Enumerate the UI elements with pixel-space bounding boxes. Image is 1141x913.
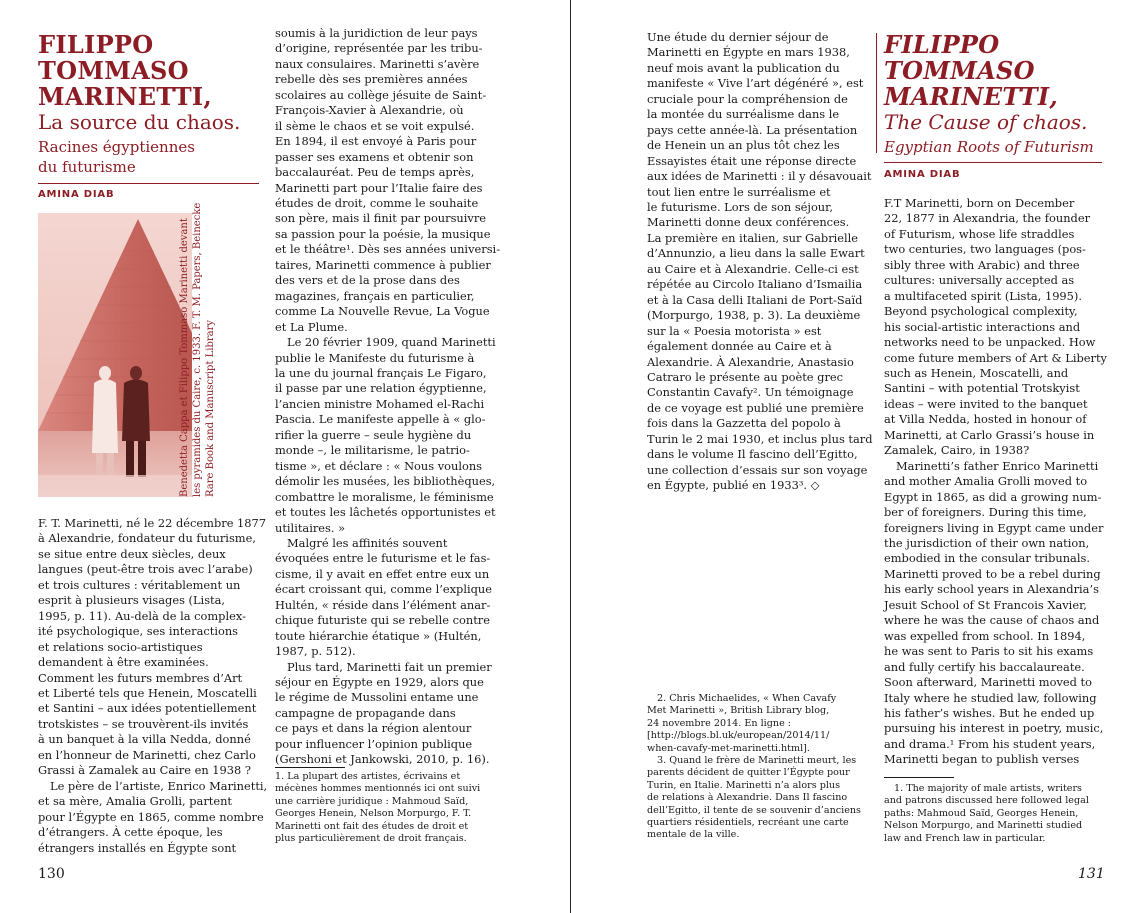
text-line: comme La Nouvelle Revue, La Vogue (275, 304, 490, 319)
title-line: MARINETTI, (884, 82, 1059, 111)
text-line: rebelle dès ses premières années (275, 72, 468, 87)
text-line: aux idées de Marinetti : il y désavouait (647, 169, 872, 184)
right-footnote-rule (884, 777, 954, 778)
text-line: he was sent to Paris to sit his exams (884, 644, 1094, 659)
text-line: chique futuriste qui se rebelle contre (275, 613, 490, 628)
footnote-line: 1. La plupart des artistes, écrivains et (275, 771, 461, 782)
text-line: Zamalek, Cairo, in 1938? (884, 443, 1030, 458)
right-title-rule (884, 162, 1102, 163)
footnote-line: law and French law in particular. (884, 832, 1046, 844)
text-line: évoquées entre le futurisme et le fas- (275, 551, 491, 566)
caption-line: Rare Book and Manuscript Library (205, 319, 216, 497)
text-line: et La Plume. (275, 319, 348, 334)
text-line: pour influencer l’opinion publique (275, 736, 473, 751)
text-line: langues (peut-être trois avec l’arabe) (38, 562, 253, 577)
caption-line: les pyramides du Caire, c. 1933. F. T. M. Papers, Beinecke (192, 202, 203, 497)
text-line: cruciale pour la compréhension de (647, 91, 848, 106)
text-line: trotskistes – se trouvèrent-ils invités (38, 716, 249, 731)
right-title (884, 32, 1058, 110)
pyramid-photo (38, 213, 192, 497)
text-line: se situe entre deux siècles, deux (38, 546, 226, 561)
text-line: Turin le 2 mai 1930, et inclus plus tard (647, 431, 873, 446)
text-line: au Caire et à Alexandrie. Celle-ci est (647, 261, 859, 276)
text-line: such as Henein, Moscatelli, and (884, 365, 1069, 380)
text-line: En 1894, il est envoyé à Paris pour (275, 134, 477, 149)
text-line: également donnée au Caire et à (647, 339, 832, 354)
text-line: where he was the cause of chaos and (884, 613, 1100, 628)
footnote-line: de relations à Alexandrie. Dans Il fascino (647, 792, 848, 804)
title-line: FILIPPO (38, 30, 154, 59)
text-line: Plus tard, Marinetti fait un premier (287, 659, 492, 674)
text-line: cultures: universally accepted as (884, 273, 1075, 288)
title-line: FILIPPO (884, 30, 1000, 59)
footnote-line: [http://blogs.bl.uk/european/2014/11/ (647, 730, 830, 742)
footnote-line: quartiers résidentiels, recréant une carte (647, 817, 849, 829)
footnote-line: mécènes hommes mentionnés ici ont suivi (275, 783, 481, 795)
text-line: combattre le moralisme, le féminisme (275, 489, 494, 504)
text-line: Marinetti donne deux conférences. (647, 215, 850, 230)
text-line: Marinetti en Égypte en mars 1938, (647, 45, 850, 60)
text-line: toute hiérarchie étatique » (Hultén, (275, 628, 482, 643)
footnote-line: 1. The majority of male artists, writers (894, 783, 1082, 794)
text-line: Grassi à Zamalek au Caire en 1938 ? (38, 763, 252, 778)
book-spine (570, 0, 571, 913)
text-line: la montée du surréalisme dans le (647, 107, 840, 122)
text-line: tout lien entre le surréalisme et (647, 184, 831, 199)
text-line: Marinetti began to publish verses (884, 752, 1080, 767)
text-line: Malgré les affinités souvent (287, 535, 448, 550)
text-line: et trois cultures : véritablement un (38, 577, 241, 592)
text-line: ité psychologique, ses interactions (38, 624, 238, 639)
text-line: sibly three with Arabic) and three (884, 257, 1080, 272)
text-line: demandent à être examinées. (38, 655, 209, 670)
text-line: and fully certify his baccalaureate. (884, 659, 1085, 674)
subtitle2-line: du futurisme (38, 158, 136, 176)
text-line: étrangers installés en Égypte sont (38, 840, 237, 855)
text-line: à Alexandrie, fondateur du futurisme, (38, 531, 256, 546)
text-line: was expelled from school. In 1894, (884, 628, 1086, 643)
text-line: F. T. Marinetti, né le 22 décembre 1877 (38, 516, 267, 530)
text-line: le futurisme. Lors de son séjour, (647, 199, 833, 214)
text-line: his father’s wishes. But he ended up (884, 705, 1095, 720)
text-line: ideas – were invited to the banquet (884, 396, 1088, 411)
right-page-number: 131 (1078, 866, 1105, 882)
text-line: ce pays et dans la région alentour (275, 721, 472, 736)
text-line: 1995, p. 11). Au-delà de la complex- (38, 608, 246, 623)
text-line: des vers et de la prose dans des (275, 273, 460, 288)
footnote-line: mentale de la ville. (647, 829, 740, 841)
text-line: études de droit, comme le souhaite (275, 195, 479, 210)
footnote-line: paths: Mahmoud Saïd, Georges Henein, (884, 807, 1079, 819)
footnote-line: plus particulièrement de droit français. (275, 833, 467, 845)
text-line: Une étude du dernier séjour de (647, 30, 829, 44)
text-line: fois dans la Gazzetta del popolo à (647, 416, 841, 431)
text-line: pays cette année-là. La présentation (647, 122, 858, 137)
text-line: Le père de l’artiste, Enrico Marinetti, (50, 778, 268, 793)
caption-line: Benedetta Cappa et Filippo Tommaso Marinetti devant (179, 218, 190, 497)
text-line: sur la « Poesia motorista » est (647, 323, 822, 338)
text-line: et relations socio-artistiques (38, 639, 203, 654)
text-line: François-Xavier à Alexandrie, où (275, 103, 464, 118)
text-line: écart croissant qui, comme l’explique (275, 582, 492, 597)
left-title (38, 32, 212, 110)
text-line: publie le Manifeste du futurisme à (275, 350, 475, 365)
footnote-line: 3. Quand le frère de Marinetti meurt, les (657, 755, 857, 767)
text-line: à un banquet à la villa Nedda, donné (38, 732, 251, 747)
text-line: son père, mais il finit par poursuivre (275, 211, 487, 226)
text-line: il passe par une relation égyptienne, (275, 381, 487, 396)
left-column-2 (275, 26, 500, 768)
footnote-line: 24 novembre 2014. En ligne : (647, 717, 792, 729)
text-line: en l’honneur de Marinetti, chez Carlo (38, 747, 256, 762)
footnote-line: when-cavafy-met-marinetti.html]. (647, 742, 810, 754)
text-line: his social-artistic interactions and (884, 319, 1081, 334)
text-line: cisme, il y avait en effet entre eux un (275, 566, 490, 581)
text-line: dans le volume Il fascino dell’Egitto, (647, 447, 858, 462)
text-line: l’ancien ministre Mohamed el-Rachi (275, 396, 485, 411)
text-line: Beyond psychological complexity, (884, 304, 1078, 319)
right-subtitle: The Cause of chaos. (884, 110, 1088, 134)
text-line: two centuries, two languages (pos- (884, 242, 1086, 257)
footnote-line: 2. Chris Michaelides, « When Cavafy (657, 693, 837, 704)
text-line: Egypt in 1865, as did a growing num- (884, 489, 1102, 504)
text-line: Hultén, « réside dans l’élément anar- (275, 597, 491, 612)
text-line: (Gershoni et Jankowski, 2010, p. 16). (275, 752, 490, 767)
text-line: neuf mois avant la publication du (647, 60, 840, 75)
left-footnote-rule (275, 767, 345, 768)
footnote-line: and patrons discussed here followed legal (884, 795, 1089, 807)
text-line: utilitaires. » (275, 520, 346, 535)
text-line: tisme », et déclare : « Nous voulons (275, 458, 483, 473)
text-line: campagne de propagande dans (275, 705, 456, 720)
footnote-line: parents décident de quitter l’Égypte pour (647, 767, 850, 779)
text-line: ber of foreigners. During this time, (884, 505, 1087, 520)
text-line: il sème le chaos et se voit expulsé. (275, 118, 475, 133)
text-line: monde –, le militarisme, le patrio- (275, 443, 470, 458)
text-line: of Futurism, whose life straddles (884, 226, 1075, 241)
text-line: Comment les futurs membres d’Art (38, 670, 243, 685)
footnote-line: Nelson Morpurgo, and Marinetti studied (884, 820, 1083, 832)
text-line: La première en italien, sur Gabrielle (647, 230, 859, 245)
text-line: d’étrangers. À cette époque, les (38, 825, 223, 840)
photo-caption (178, 202, 217, 497)
text-line: Marinetti proved to be a rebel during (884, 566, 1101, 581)
right-column-1 (647, 30, 873, 494)
pyramid-image (38, 213, 192, 497)
text-line: et toutes les lâchetés opportunistes et (275, 505, 496, 520)
text-line: Marinetti part pour l’Italie faire des (275, 180, 483, 195)
text-line: Soon afterward, Marinetti moved to (884, 675, 1092, 690)
text-line: come future members of Art & Liberty (884, 350, 1107, 365)
left-footnotes (275, 771, 480, 845)
text-line: foreigners living in Egypt came under (884, 520, 1104, 535)
left-column-1 (38, 516, 267, 856)
text-line: Constantin Cavafy². Un témoignage (647, 385, 854, 400)
text-line: (Morpurgo, 1938, p. 3). La deuxième (647, 308, 861, 323)
text-line: embodied in the consular tribunals. (884, 551, 1090, 566)
text-line: Pascia. Le manifeste appelle à « glo- (275, 412, 486, 427)
text-line: and mother Amalia Grolli moved to (884, 474, 1088, 489)
title-line: TOMMASO (884, 56, 1035, 85)
text-line: Catraro le présente au poète grec (647, 369, 844, 384)
text-line: at Villa Nedda, hosted in honour of (884, 412, 1087, 427)
text-line: le régime de Mussolini entame une (275, 690, 479, 705)
text-line: Italy where he studied law, following (884, 690, 1097, 705)
text-line: une collection d’essais sur son voyage (647, 462, 868, 477)
text-line: Alexandrie. À Alexandrie, Anastasio (647, 354, 854, 369)
text-line: démolir les musées, les bibliothèques, (275, 474, 496, 489)
text-line: d’Annunzio, a lieu dans la salle Ewart (647, 246, 865, 261)
title-line: MARINETTI, (38, 82, 213, 111)
text-line: taires, Marinetti commence à publier (275, 257, 491, 272)
text-line: de Henein un an plus tôt chez les (647, 138, 840, 153)
text-line: magazines, français en particulier, (275, 288, 475, 303)
footnote-line: Marinetti ont fait des études de droit et (275, 820, 469, 832)
text-line: pour l’Égypte en 1865, comme nombre (38, 809, 264, 824)
text-line: F.T Marinetti, born on December (884, 196, 1075, 210)
text-line: séjour en Égypte en 1929, alors que (275, 675, 484, 690)
text-line: scolaires au collège jésuite de Saint- (275, 87, 487, 102)
right-column-1-footnotes (647, 693, 861, 842)
text-line: networks need to be unpacked. How (884, 335, 1096, 350)
right-subtitle2: Egyptian Roots of Futurism (884, 138, 1094, 156)
right-footnotes (884, 783, 1089, 845)
text-line: sa passion pour la poésie, la musique (275, 226, 491, 241)
right-title-vertical-rule (876, 33, 877, 153)
text-line: esprit à plusieurs visages (Lista, (38, 593, 226, 608)
text-line: manifeste « Vive l’art dégénéré », est (647, 76, 864, 91)
text-line: Santini – with potential Trotskyist (884, 381, 1080, 396)
text-line: Marinetti, at Carlo Grassi’s house in (884, 427, 1095, 442)
footnote-line: Met Marinetti », British Library blog, (647, 705, 830, 717)
text-line: pursuing his interest in poetry, music, (884, 721, 1104, 736)
right-column-2 (884, 196, 1107, 768)
subtitle2-line: Racines égyptiennes (38, 138, 195, 156)
text-line: soumis à la juridiction de leur pays (275, 26, 478, 40)
text-line: Marinetti’s father Enrico Marinetti (896, 458, 1099, 473)
left-title-rule (38, 183, 259, 184)
text-line: en Égypte, publié en 1933³. ◇ (647, 478, 820, 493)
text-line: et Santini – aux idées potentiellement (38, 701, 257, 716)
text-line: passer ses examens et obtenir son (275, 149, 474, 164)
text-line: baccalauréat. Peu de temps après, (275, 165, 475, 180)
left-author: AMINA DIAB (38, 189, 115, 200)
text-line: 1987, p. 512). (275, 644, 356, 659)
text-line: rifier la guerre – seule hygiène du (275, 427, 472, 442)
title-line: TOMMASO (38, 56, 189, 85)
text-line: the jurisdiction of their own nation, (884, 535, 1090, 550)
text-line: and drama.¹ From his student years, (884, 736, 1096, 751)
text-line: et à la Casa delli Italiani de Port-Saïd (647, 292, 863, 307)
footnote-line: Georges Henein, Nelson Morpurgo, F. T. (275, 808, 472, 820)
text-line: et Liberté tels que Henein, Moscatelli (38, 685, 257, 700)
text-line: et le théâtre¹. Dès ses années universi- (275, 242, 501, 257)
text-line: Essayistes était une réponse directe (647, 153, 857, 168)
footnote-line: dell’Egitto, il tente de se souvenir d’anciens (647, 804, 861, 816)
text-line: his early school years in Alexandria’s (884, 582, 1099, 597)
text-line: Jesuit School of St Francois Xavier, (884, 597, 1087, 612)
text-line: de ce voyage est publié une première (647, 400, 864, 415)
text-line: la une du journal français Le Figaro, (275, 365, 487, 380)
text-line: et sa mère, Amalia Grolli, partent (38, 794, 233, 809)
text-line: 22, 1877 in Alexandria, the founder (884, 211, 1091, 226)
text-line: répétée au Circolo Italiano d’Ismailia (647, 277, 863, 292)
footnote-line: Turin, en Italie. Marinetti n’a alors plus (647, 779, 841, 791)
left-subtitle: La source du chaos. (38, 110, 241, 134)
left-subtitle2 (38, 137, 195, 177)
right-author: AMINA DIAB (884, 169, 961, 180)
text-line: naux consulaires. Marinetti s’avère (275, 56, 480, 71)
text-line: a multifaceted spirit (Lista, 1995). (884, 288, 1082, 303)
footnote-line: une carrière juridique : Mahmoud Saïd, (275, 795, 469, 807)
left-page-number: 130 (38, 866, 65, 882)
text-line: d’origine, représentée par les tribu- (275, 41, 483, 56)
text-line: Le 20 février 1909, quand Marinetti (287, 335, 496, 350)
